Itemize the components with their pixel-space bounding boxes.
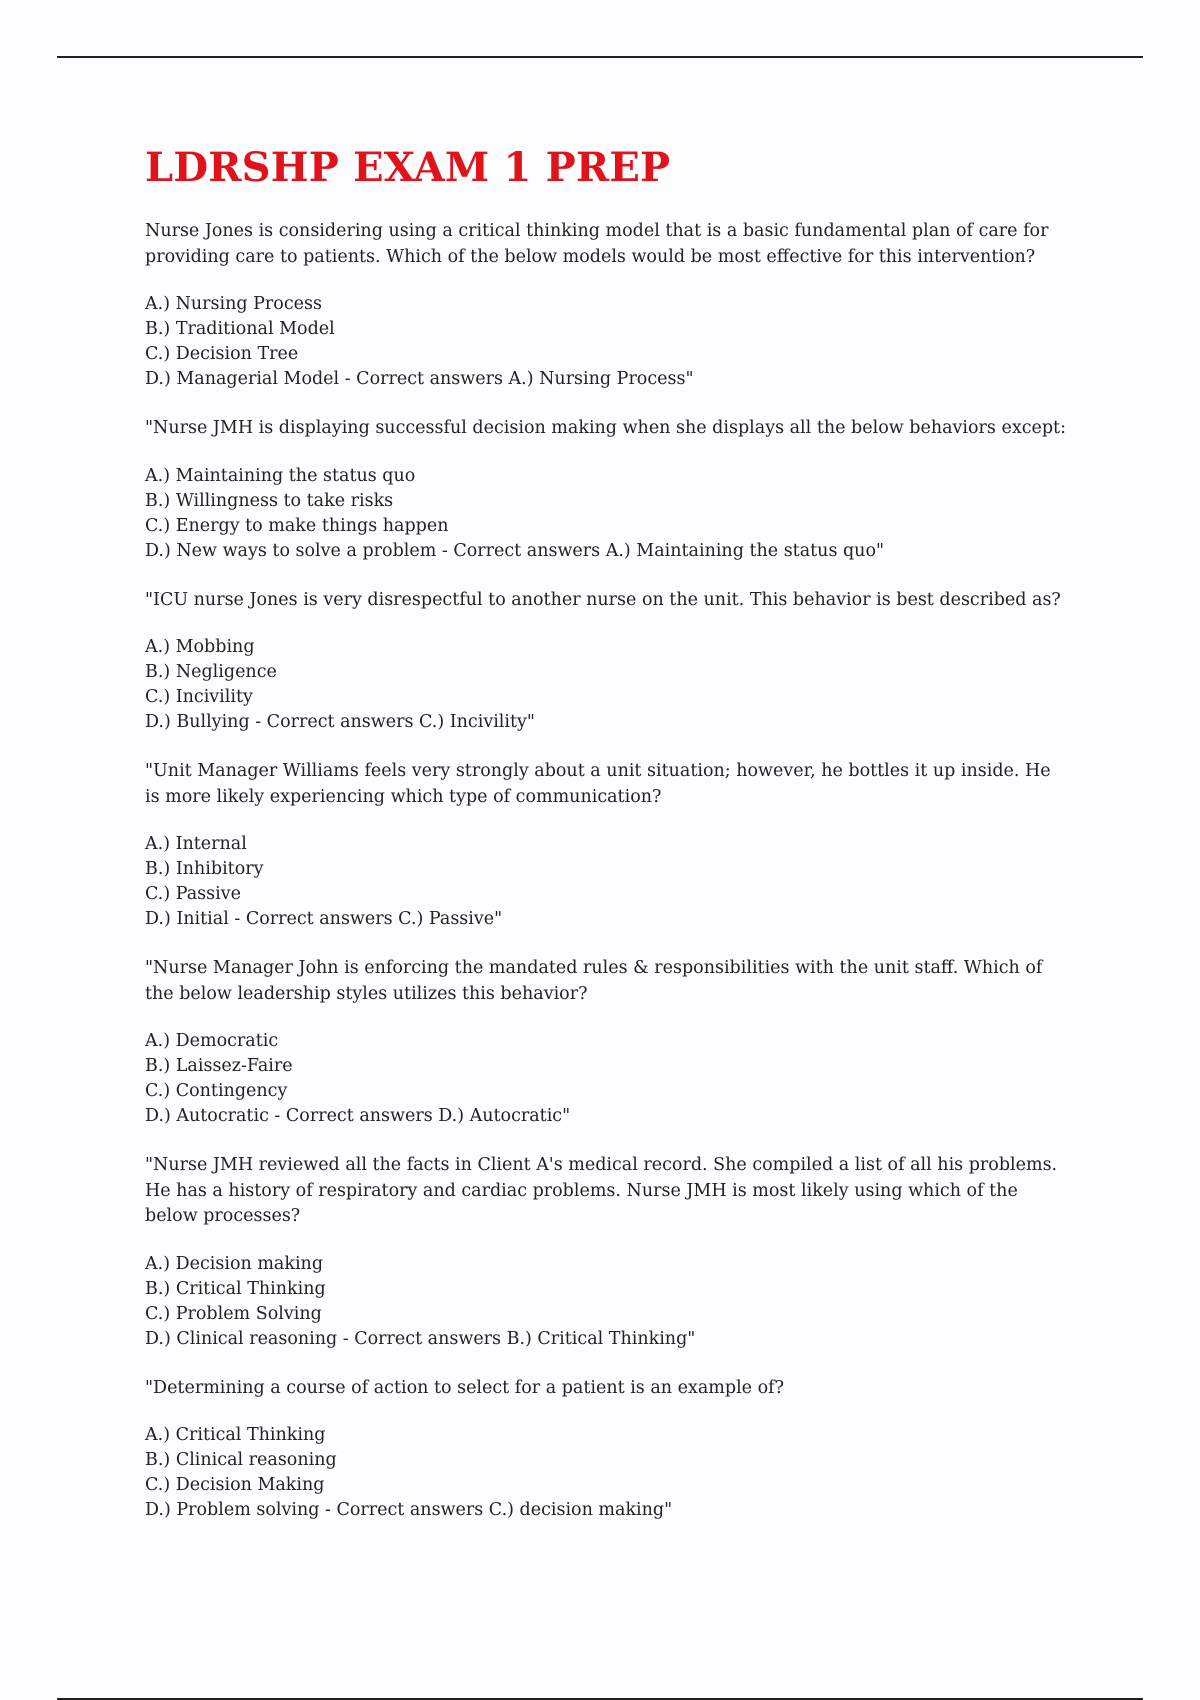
option-list [145, 832, 1070, 932]
question-block-3 [145, 588, 1070, 736]
option-a: A.) Maintaining the status quo [145, 465, 416, 486]
option-d: D.) Bullying - Correct answers C.) Incivility" [145, 712, 535, 732]
question-text: "Unit Manager Williams feels very strongly about a unit situation; however, he bottles it up inside. He is more likely experiencing which type of communication? [145, 761, 1051, 807]
question-block-7 [145, 1376, 1070, 1524]
option-d: D.) Initial - Correct answers C.) Passive" [145, 909, 503, 929]
question-text: "Nurse JMH reviewed all the facts in Client A's medical record. She compiled a list of all his problems. He has a history of respiratory and cardiac problems. Nurse JMH is most likely using which of the below processes? [145, 1155, 1058, 1226]
question-block-1 [145, 219, 1070, 392]
option-list [145, 1423, 1070, 1523]
option-a: A.) Nursing Process [145, 294, 322, 314]
option-d: D.) Autocratic - Correct answers D.) Autocratic" [145, 1106, 571, 1126]
option-d: D.) Clinical reasoning - Correct answers B.) Critical Thinking" [145, 1328, 696, 1349]
option-b: B.) Willingness to take risks [145, 490, 394, 511]
option-c: C.) Decision Making [145, 1475, 325, 1495]
option-b: B.) Negligence [145, 662, 277, 682]
question-text: "Nurse Manager John is enforcing the mandated rules & responsibilities with the unit staff. Which of the below leadership styles utilizes this behavior? [145, 958, 1043, 1004]
option-d: D.) Problem solving - Correct answers C.) decision making" [145, 1500, 673, 1520]
option-c: C.) Decision Tree [145, 344, 299, 364]
option-b: B.) Inhibitory [145, 859, 264, 879]
question-text: Nurse Jones is considering using a critical thinking model that is a basic fundamental plan of care for providing care to patients. Which of the below models would be most effective for this intervention? [145, 221, 1049, 267]
option-d: D.) New ways to solve a problem - Correct answers A.) Maintaining the status quo" [145, 540, 885, 561]
option-c: C.) Problem Solving [145, 1303, 322, 1324]
question-text: "ICU nurse Jones is very disrespectful to another nurse on the unit. This behavior is best described as? [145, 589, 1061, 610]
option-list [145, 1029, 1070, 1129]
question-text: "Nurse JMH is displaying successful decision making when she displays all the below behaviors except: [145, 418, 1066, 438]
option-c: C.) Contingency [145, 1081, 288, 1101]
option-c: C.) Passive [145, 884, 241, 904]
document-body [145, 143, 1070, 1547]
question-block-5 [145, 956, 1070, 1129]
top-rule [57, 56, 1143, 58]
option-b: B.) Laissez-Faire [145, 1056, 293, 1076]
question-block-6 [145, 1153, 1070, 1352]
option-d: D.) Managerial Model - Correct answers A.) Nursing Process" [145, 369, 694, 389]
question-block-2 [145, 416, 1070, 564]
option-a: A.) Democratic [145, 1031, 279, 1051]
option-a: A.) Critical Thinking [145, 1425, 326, 1445]
option-c: C.) Energy to make things happen [145, 515, 449, 536]
option-b: B.) Traditional Model [145, 319, 335, 339]
option-list [145, 292, 1070, 392]
question-text: "Determining a course of action to select for a patient is an example of? [145, 1377, 784, 1398]
option-list [145, 635, 1070, 735]
document-title: LDRSHP EXAM 1 PREP [145, 144, 671, 191]
option-b: B.) Clinical reasoning [145, 1450, 337, 1470]
option-a: A.) Mobbing [145, 637, 255, 657]
option-list [145, 1252, 1070, 1352]
question-block-4 [145, 759, 1070, 932]
option-b: B.) Critical Thinking [145, 1278, 326, 1299]
option-list [145, 464, 1070, 564]
option-a: A.) Decision making [145, 1253, 324, 1274]
option-a: A.) Internal [145, 834, 247, 854]
option-c: C.) Incivility [145, 687, 253, 707]
